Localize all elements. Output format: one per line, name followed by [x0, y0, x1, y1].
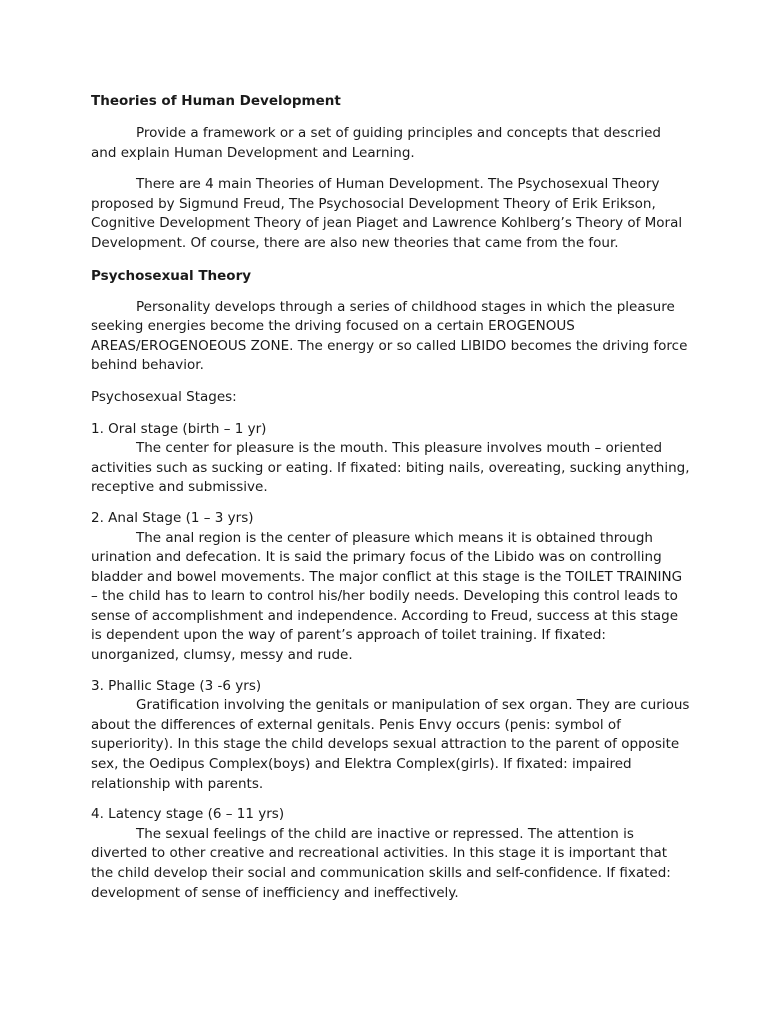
- stage-body: The sexual feelings of the child are inactive or repressed. The attention is diverted to other creative and recreational activities. In this stage it is important that the child develop their social and communication skills and self-confidence. If fixated: development of sense of inefficiency and ineffectively.: [91, 825, 671, 901]
- stages-label: Psychosexual Stages:: [91, 388, 237, 405]
- intro-paragraph: Provide a framework or a set of guiding principles and concepts that descried and explain Human Development and Learning.: [91, 125, 661, 161]
- section-heading: Psychosexual Theory: [91, 267, 252, 284]
- stage-title: 3. Phallic Stage (3 -6 yrs): [91, 677, 262, 694]
- stage-title: 4. Latency stage (6 – 11 yrs): [91, 806, 285, 823]
- stage-anal: [91, 509, 690, 666]
- stage-oral: [91, 420, 690, 498]
- stage-body: The center for pleasure is the mouth. This pleasure involves mouth – oriented activities such as sucking or eating. If fixated: biting nails, overeating, sucking anything, receptive and submissive.: [91, 440, 690, 496]
- stage-body: The anal region is the center of pleasure which means it is obtained through urination and defecation. It is said the primary focus of the Libido was on controlling bladder and bowel movements. The major conflict at this stage is the TOILET TRAINING – the child has to learn to control his/her bodily needs. Developing this control leads to sense of accomplishment and independence. According to Freud, success at this stage is dependent upon the way of parent’s approach of toilet training. If fixated: unorganized, clumsy, messy and rude.: [91, 529, 683, 664]
- stage-phallic: [91, 677, 690, 795]
- stage-latency: [91, 805, 690, 903]
- stage-title: 2. Anal Stage (1 – 3 yrs): [91, 509, 254, 526]
- stage-title: 1. Oral stage (birth – 1 yr): [91, 420, 267, 437]
- theories-paragraph: There are 4 main Theories of Human Development. The Psychosexual Theory proposed by Sigmund Freud, The Psychosocial Development Theory of Erik Erikson, Cognitive Development Theory of jean Piaget and Lawrence Kohlberg’s Theory of Moral Development. Of course, there are also new theories that came from the four.: [91, 176, 683, 251]
- stage-body: Gratification involving the genitals or manipulation of sex organ. They are curious about the differences of external genitals. Penis Envy occurs (penis: symbol of superiority). In this stage the child develops sexual attraction to the parent of opposite sex, the Oedipus Complex(boys) and Elektra Complex(girls). If fixated: impaired relationship with parents.: [91, 697, 690, 792]
- document-title: Theories of Human Development: [91, 93, 341, 109]
- section-paragraph: Personality develops through a series of childhood stages in which the pleasure seeking energies become the driving focused on a certain EROGENOUS AREAS/EROGENOEOUS ZONE. The energy or so called LIBIDO becomes the driving force behind behavior.: [91, 298, 688, 374]
